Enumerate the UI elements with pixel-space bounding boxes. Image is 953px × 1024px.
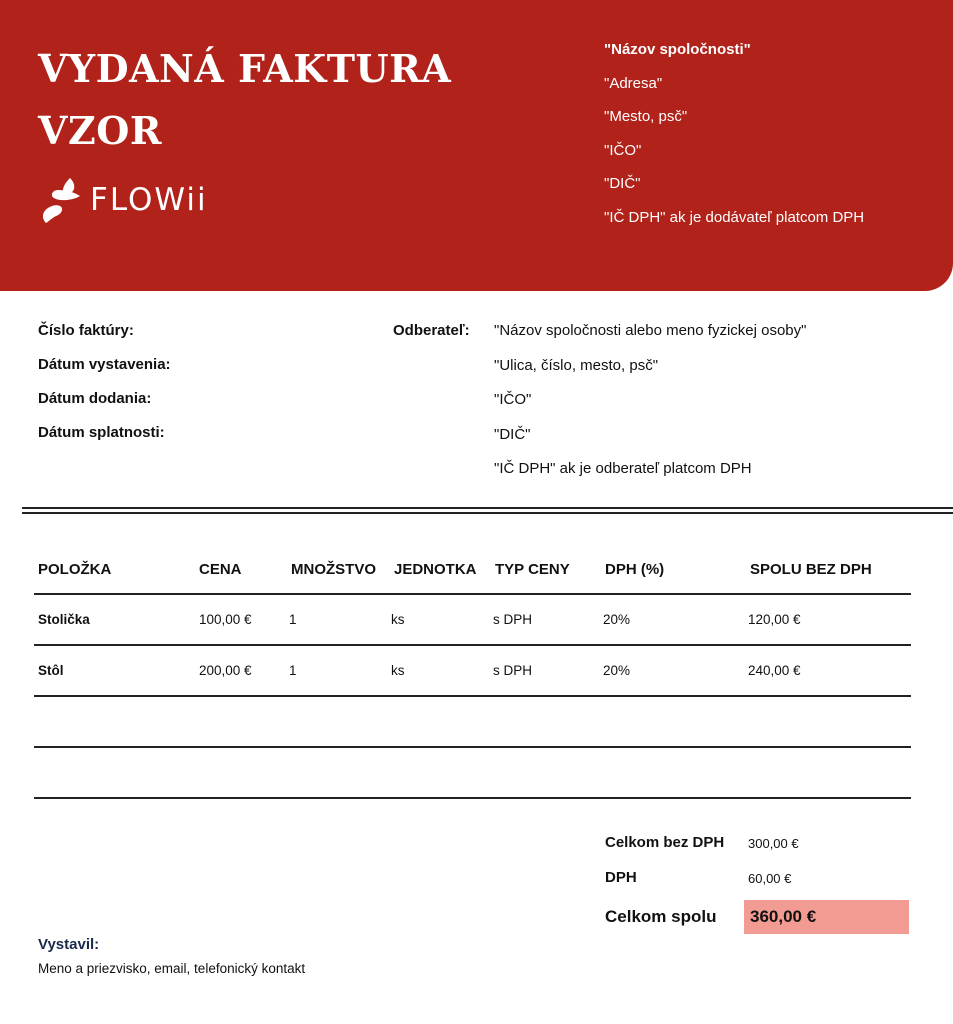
row-2-unit: ks	[391, 663, 405, 678]
table-divider	[34, 593, 911, 595]
supplier-ic-dph: "IČ DPH" ak je dodávateľ platcom DPH	[604, 208, 865, 226]
invoice-meta	[38, 322, 171, 458]
table-divider	[34, 644, 911, 646]
column-header-price: CENA	[199, 561, 242, 578]
invoice-number-label: Číslo faktúry:	[38, 322, 134, 339]
buyer-ico: "IČO"	[494, 391, 532, 408]
buyer-name: "Názov spoločnosti alebo meno fyzickej osoby"	[494, 322, 807, 339]
column-header-total: SPOLU BEZ DPH	[750, 561, 872, 578]
buyer-label: Odberateľ:	[393, 322, 470, 339]
supplier-name: "Názov spoločnosti"	[604, 41, 751, 58]
buyer-ic-dph: "IČ DPH" ak je odberateľ platcom DPH	[494, 460, 752, 477]
total-label: Celkom spolu	[605, 907, 717, 926]
buyer-info	[494, 322, 806, 495]
vat-label: DPH	[605, 869, 637, 886]
row-1-item: Stolička	[38, 612, 90, 627]
row-2-price-type: s DPH	[493, 663, 533, 678]
invoice-title	[38, 38, 451, 162]
due-date-label: Dátum splatnosti:	[38, 424, 165, 441]
column-header-vat: DPH (%)	[605, 561, 665, 578]
title-line-2: VZOR	[38, 108, 162, 153]
vat-value: 60,00 €	[748, 871, 792, 886]
delivery-date-label: Dátum dodania:	[38, 390, 152, 407]
column-header-price-type: TYP CENY	[495, 561, 570, 578]
table-divider	[34, 746, 911, 748]
row-1-vat: 20%	[603, 612, 631, 627]
total-value: 360,00 €	[750, 907, 817, 926]
column-header-quantity: MNOŽSTVO	[291, 561, 376, 578]
row-2-vat: 20%	[603, 663, 631, 678]
drops-icon	[40, 176, 82, 224]
row-1-unit: ks	[391, 612, 405, 627]
row-2-total: 240,00 €	[748, 663, 801, 678]
table-divider	[34, 695, 911, 697]
row-2-price: 200,00 €	[199, 663, 252, 678]
row-2-qty: 1	[289, 663, 297, 678]
column-header-unit: JEDNOTKA	[394, 561, 477, 578]
buyer-address: "Ulica, číslo, mesto, psč"	[494, 356, 659, 374]
flowii-logo	[40, 176, 208, 224]
subtotal-value: 300,00 €	[748, 836, 799, 851]
supplier-ico: "IČO"	[604, 141, 642, 159]
buyer-dic: "DIČ"	[494, 425, 531, 443]
issue-date-label: Dátum vystavenia:	[38, 356, 171, 373]
supplier-address: "Adresa"	[604, 74, 663, 92]
row-1-total: 120,00 €	[748, 612, 801, 627]
row-1-qty: 1	[289, 612, 297, 627]
issued-by-label: Vystavil:	[38, 936, 100, 953]
issued-by-value: Meno a priezvisko, email, telefonický kontakt	[38, 961, 306, 976]
subtotal-label: Celkom bez DPH	[605, 834, 725, 851]
supplier-info	[604, 40, 864, 241]
logo-text: FLOWii	[90, 182, 208, 218]
table-divider	[34, 797, 911, 799]
row-1-price: 100,00 €	[199, 612, 252, 627]
invoice-header	[0, 0, 953, 291]
supplier-city: "Mesto, psč"	[604, 108, 688, 125]
supplier-dic: "DIČ"	[604, 175, 641, 192]
row-1-price-type: s DPH	[493, 612, 533, 627]
column-header-item: POLOŽKA	[38, 561, 112, 578]
section-divider	[22, 507, 953, 514]
row-2-item: Stôl	[38, 663, 64, 678]
title-line-1: VYDANÁ FAKTURA	[38, 46, 452, 91]
